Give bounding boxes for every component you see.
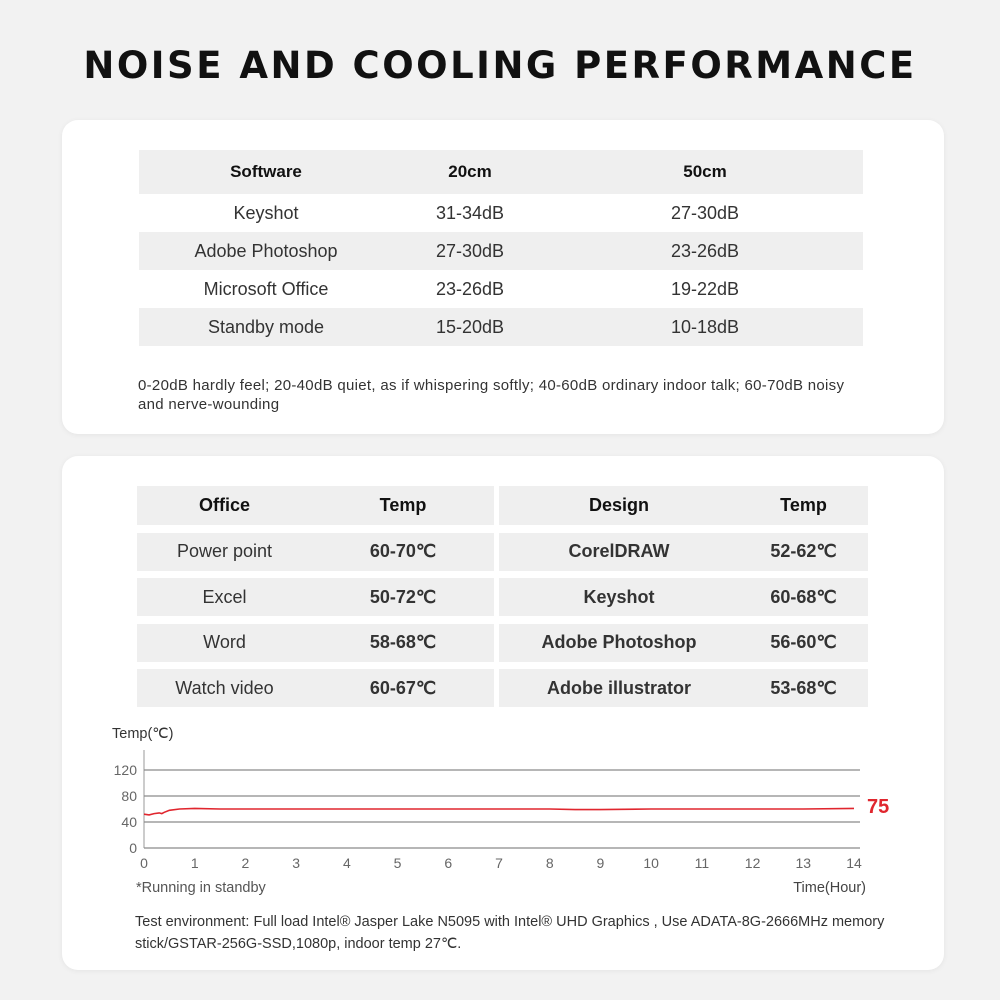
temp-range: 58-68℃: [369, 632, 437, 652]
table-row: [139, 232, 863, 270]
header-20cm: 20cm: [448, 162, 492, 181]
x-tick-label: 6: [444, 855, 453, 871]
x-tick-label: 13: [795, 855, 812, 871]
software-name: Keyshot: [233, 202, 299, 223]
header-design: Design: [588, 495, 649, 515]
y-tick-label: 120: [113, 762, 137, 778]
noise-level-note: 0-20dB hardly feel; 20-40dB quiet, as if whispering softly; 40-60dB ordinary indoor talk; 60-70dB noisy and nerve-wounding: [138, 377, 845, 413]
app-name: Adobe Photoshop: [541, 632, 697, 652]
software-name: Adobe Photoshop: [194, 240, 338, 261]
x-tick-label: 7: [495, 855, 503, 871]
noise-50cm: 27-30dB: [670, 202, 740, 223]
y-tick-label: 40: [121, 814, 137, 830]
app-name: Excel: [202, 586, 247, 607]
y-tick-label: 80: [121, 788, 137, 804]
x-tick-label: 9: [596, 855, 605, 871]
y-tick-label: 0: [129, 840, 137, 856]
temp-range: 60-70℃: [369, 541, 437, 561]
x-tick-label: 14: [846, 855, 862, 871]
temperature-series-line: [144, 808, 854, 815]
x-tick-label: 4: [342, 855, 351, 871]
noise-20cm: 23-26dB: [435, 278, 505, 299]
x-tick-label: 8: [545, 855, 554, 871]
x-tick-label: 0: [140, 855, 148, 871]
temp-range: 52-62℃: [770, 541, 837, 561]
app-name: Word: [203, 632, 246, 652]
noise-table: [139, 150, 863, 346]
y-axis-label: Temp(℃): [112, 726, 174, 742]
x-tick-label: 1: [190, 855, 199, 871]
header-temp: Temp: [379, 495, 427, 515]
temp-range: 56-60℃: [770, 632, 837, 652]
chart-footnote: *Running in standby: [136, 880, 266, 896]
noise-50cm: 19-22dB: [670, 278, 740, 299]
end-value-label: 75: [867, 796, 890, 818]
noise-50cm: 23-26dB: [670, 240, 740, 261]
x-tick-label: 12: [744, 855, 761, 871]
software-name: Microsoft Office: [203, 278, 329, 299]
x-tick-label: 2: [241, 855, 250, 871]
cooling-card: [62, 456, 944, 970]
noise-20cm: 27-30dB: [435, 240, 505, 261]
temperature-chart: [62, 456, 944, 970]
noise-table-header: [139, 150, 863, 194]
noise-20cm: 31-34dB: [435, 202, 505, 223]
x-axis-label: Time(Hour): [793, 880, 866, 896]
app-name: Adobe illustrator: [546, 677, 691, 698]
table-row: [139, 308, 863, 346]
temp-range: 50-72℃: [369, 586, 437, 607]
table-row: [139, 194, 863, 232]
test-environment-note: Test environment: Full load Intel® Jasper Lake N5095 with Intel® UHD Graphics , Use ADATA-8G-2666MHz memory stick/GSTAR-256G-SSD,1080p, indoor temp 27℃.: [135, 914, 885, 952]
header-temp: Temp: [780, 495, 827, 515]
temp-range: 60-67℃: [369, 677, 437, 698]
x-tick-label: 5: [393, 855, 402, 871]
table-row: [139, 270, 863, 308]
noise-20cm: 15-20dB: [435, 316, 505, 337]
page-title: NOISE AND COOLING PERFORMANCE: [83, 44, 917, 87]
temp-range: 53-68℃: [770, 677, 837, 698]
app-name: Watch video: [175, 677, 274, 698]
temp-range: 60-68℃: [770, 586, 837, 607]
noise-card: [62, 120, 944, 434]
x-tick-label: 11: [694, 855, 710, 871]
software-name: Standby mode: [207, 316, 325, 337]
app-name: Keyshot: [583, 586, 655, 607]
header-50cm: 50cm: [683, 162, 727, 181]
header-office: Office: [198, 495, 250, 515]
app-name: Power point: [176, 541, 273, 561]
x-tick-label: 3: [292, 855, 301, 871]
noise-50cm: 10-18dB: [670, 316, 740, 337]
x-tick-label: 10: [643, 855, 659, 871]
app-name: CorelDRAW: [568, 541, 670, 561]
header-software: Software: [230, 162, 302, 181]
